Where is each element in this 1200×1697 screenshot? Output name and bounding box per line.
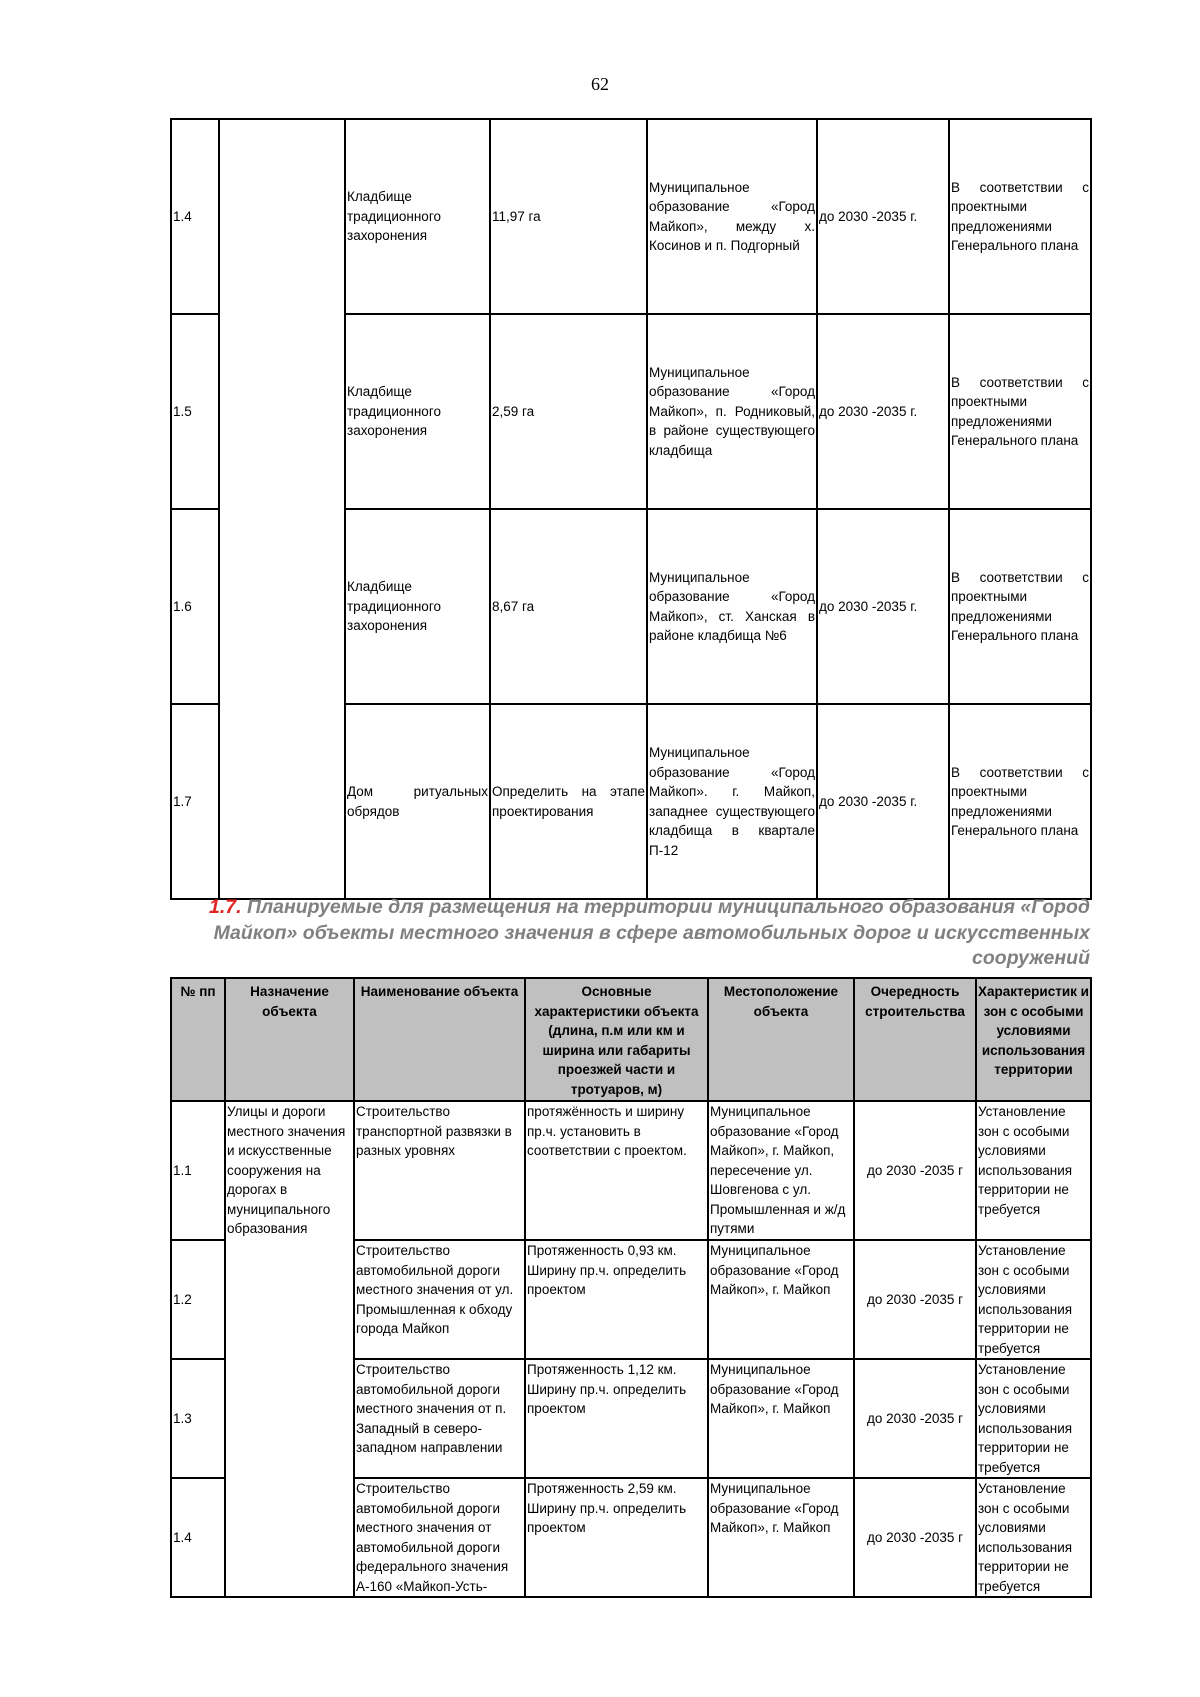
object-purpose: Улицы и дороги местного значения и искусственные сооружения на дорогах в муниципального образования — [225, 1101, 354, 1597]
object-name: Строительство автомобильной дороги местного значения от ул. Промышленная к обходу города Майкоп — [354, 1240, 525, 1359]
row-number: 1.4 — [171, 119, 219, 314]
row-number: 1.4 — [171, 1478, 225, 1597]
zone-characteristics: В соответствии с проектными предложениями Генерального плана — [949, 704, 1091, 899]
purpose-cell — [219, 119, 345, 899]
column-header: Основные характеристики объекта (длина, п.м или км и ширина или габариты проезжей части и тротуаров, м) — [525, 978, 708, 1101]
construction-period: до 2030 -2035 г — [854, 1240, 976, 1359]
object-name: Кладбище традиционного захоронения — [345, 119, 490, 314]
column-header: Характеристик и зон с особыми условиями использования территории — [976, 978, 1091, 1101]
object-name: Строительство автомобильной дороги местного значения от п. Западный в северо-западном направлении — [354, 1359, 525, 1478]
object-location: Муниципальное образование «Город Майкоп», между х. Косинов и п. Подгорный — [647, 119, 817, 314]
row-number: 1.1 — [171, 1101, 225, 1240]
object-location: Муниципальное образование «Город Майкоп», г. Майкоп, пересечение ул. Шовгенова с ул. Промышленная и ж/д путями — [708, 1101, 854, 1240]
object-characteristics: Протяженность 2,59 км. Ширину пр.ч. определить проектом — [525, 1478, 708, 1597]
column-header: № пп — [171, 978, 225, 1101]
section-heading — [200, 895, 1090, 972]
table-row — [171, 1101, 1091, 1240]
cemetery-objects-table — [170, 118, 1092, 900]
construction-period: до 2030 -2035 г — [854, 1101, 976, 1240]
column-header: Назначение объекта — [225, 978, 354, 1101]
construction-period: до 2030 -2035 г. — [817, 704, 949, 899]
object-characteristics: 11,97 га — [490, 119, 647, 314]
zone-characteristics: В соответствии с проектными предложениями Генерального плана — [949, 509, 1091, 704]
object-characteristics: 8,67 га — [490, 509, 647, 704]
object-name: Кладбище традиционного захоронения — [345, 314, 490, 509]
object-characteristics: Протяженность 1,12 км. Ширину пр.ч. определить проектом — [525, 1359, 708, 1478]
object-name: Строительство автомобильной дороги местного значения от автомобильной дороги федерального значения А-160 «Майкоп-Усть- — [354, 1478, 525, 1597]
object-name: Дом ритуальных обрядов — [345, 704, 490, 899]
row-number: 1.6 — [171, 509, 219, 704]
object-characteristics: Определить на этапе проектирования — [490, 704, 647, 899]
object-name: Кладбище традиционного захоронения — [345, 509, 490, 704]
column-header: Местоположение объекта — [708, 978, 854, 1101]
row-number: 1.2 — [171, 1240, 225, 1359]
construction-period: до 2030 -2035 г. — [817, 314, 949, 509]
row-number: 1.3 — [171, 1359, 225, 1478]
construction-period: до 2030 -2035 г — [854, 1478, 976, 1597]
construction-period: до 2030 -2035 г — [854, 1359, 976, 1478]
object-characteristics: протяжённость и ширину пр.ч. установить в соответствии с проектом. — [525, 1101, 708, 1240]
zone-characteristics: В соответствии с проектными предложениями Генерального плана — [949, 119, 1091, 314]
object-location: Муниципальное образование «Город Майкоп», г. Майкоп — [708, 1240, 854, 1359]
construction-period: до 2030 -2035 г. — [817, 509, 949, 704]
row-number: 1.7 — [171, 704, 219, 899]
zone-characteristics: Установление зон с особыми условиями использования территории не требуется — [976, 1478, 1091, 1597]
object-characteristics: Протяженность 0,93 км. Ширину пр.ч. определить проектом — [525, 1240, 708, 1359]
table-header-row — [171, 978, 1091, 1101]
column-header: Наименование объекта — [354, 978, 525, 1101]
zone-characteristics: Установление зон с особыми условиями использования территории не требуется — [976, 1359, 1091, 1478]
row-number: 1.5 — [171, 314, 219, 509]
zone-characteristics: Установление зон с особыми условиями использования территории не требуется — [976, 1240, 1091, 1359]
page-number: 62 — [591, 74, 609, 94]
object-location: Муниципальное образование «Город Майкоп», ст. Ханская в районе кладбища №6 — [647, 509, 817, 704]
object-location: Муниципальное образование «Город Майкоп», г. Майкоп — [708, 1478, 854, 1597]
object-location: Муниципальное образование «Город Майкоп». г. Майкоп, западнее существующего кладбища в квартале П-12 — [647, 704, 817, 899]
object-location: Муниципальное образование «Город Майкоп», п. Родниковый, в районе существующего кладбища — [647, 314, 817, 509]
object-characteristics: 2,59 га — [490, 314, 647, 509]
object-name: Строительство транспортной развязки в разных уровнях — [354, 1101, 525, 1240]
section-number: 1.7. — [209, 896, 242, 918]
construction-period: до 2030 -2035 г. — [817, 119, 949, 314]
table-row — [171, 119, 1091, 314]
column-header: Очередность строительства — [854, 978, 976, 1101]
zone-characteristics: Установление зон с особыми условиями использования территории не требуется — [976, 1101, 1091, 1240]
roads-objects-table — [170, 977, 1092, 1598]
zone-characteristics: В соответствии с проектными предложениями Генерального плана — [949, 314, 1091, 509]
section-title: Планируемые для размещения на территории муниципального образования «Город Майкоп» объекты местного значения в сфере автомобильных дорог и искусственных сооружений — [213, 896, 1090, 969]
object-location: Муниципальное образование «Город Майкоп», г. Майкоп — [708, 1359, 854, 1478]
